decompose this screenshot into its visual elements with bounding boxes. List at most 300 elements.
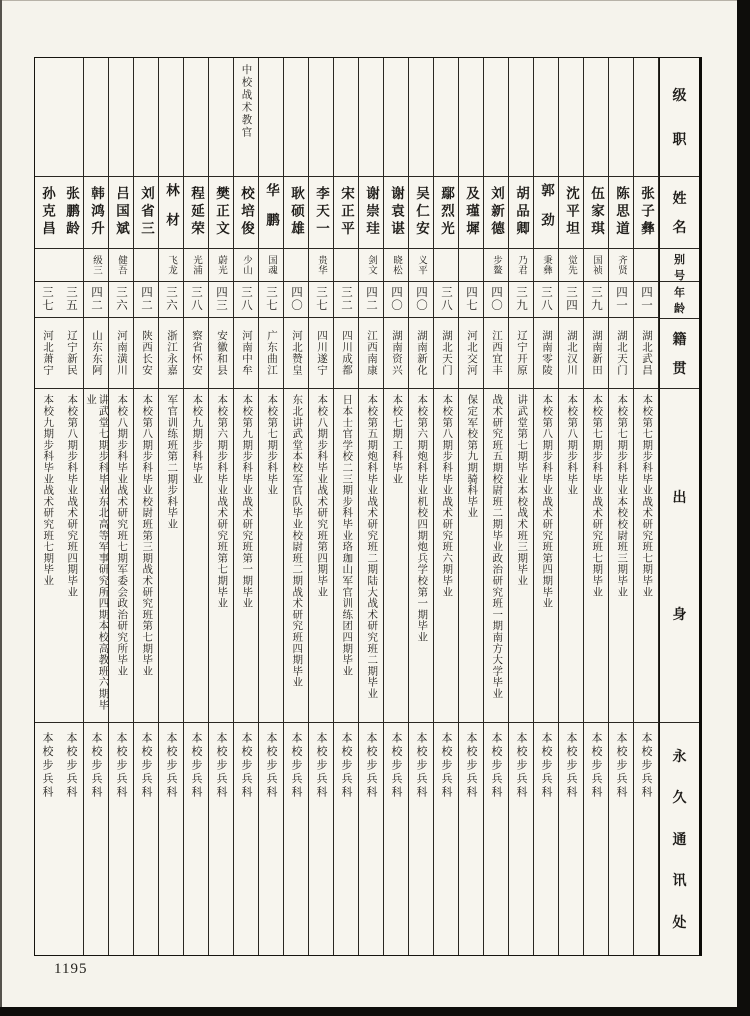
- native-cell: [184, 318, 208, 389]
- alias-value: 飞龙: [166, 254, 176, 275]
- name-cell: [84, 177, 108, 249]
- native-value: 山东东阿: [91, 330, 102, 377]
- rank-cell: [634, 58, 658, 177]
- alias-value: 乃君: [516, 254, 526, 275]
- origin-cell: [609, 389, 633, 722]
- name-cell: [359, 177, 383, 249]
- age-cell: [434, 282, 458, 319]
- name-cell: [109, 177, 133, 249]
- origin-value: 本校第八期步科毕业战术研究班六期毕业: [441, 394, 453, 598]
- native-value: 湖北汉川: [566, 330, 577, 377]
- age-value: 三七: [41, 286, 53, 313]
- native-value: 广东曲江: [266, 330, 277, 377]
- person-column: [234, 58, 259, 955]
- name-value: 耿硕雄: [289, 185, 304, 239]
- address-value: 本校步兵科: [90, 731, 102, 800]
- alias-value: 级三: [91, 254, 101, 275]
- address-value: 本校步兵科: [465, 731, 477, 800]
- age-value: 四二: [90, 286, 102, 313]
- person-column: [359, 58, 384, 955]
- scan-edge-bottom: [0, 1007, 750, 1016]
- origin-cell: [284, 389, 308, 722]
- native-cell: [609, 318, 633, 389]
- name-cell: [384, 177, 408, 249]
- name-cell: [184, 177, 208, 249]
- native-value: 河北萧宁: [42, 330, 53, 377]
- alias-cell: [559, 249, 583, 282]
- address-cell: [109, 723, 133, 955]
- age-value: 三二: [340, 286, 352, 313]
- alias-value: 蔚光: [216, 254, 226, 275]
- address-cell: [184, 723, 208, 955]
- rank-cell: [609, 58, 633, 177]
- alias-value: 健吾: [116, 254, 126, 275]
- address-cell: [509, 723, 533, 955]
- native-cell: [459, 318, 483, 389]
- origin-cell: [109, 389, 133, 722]
- address-cell: [234, 723, 258, 955]
- alias-value: 晓松: [391, 254, 401, 275]
- person-column: [59, 58, 84, 955]
- person-column: [309, 58, 334, 955]
- native-cell: [409, 318, 433, 389]
- native-value: 河北交河: [466, 330, 477, 377]
- origin-value: 本校第五期炮科毕业战术研究班二期陆大战术研究班二期毕业: [366, 394, 378, 700]
- address-cell: [384, 723, 408, 955]
- origin-value: 战术研究班五期校尉班二期毕业政治研究班一期南方大学毕业: [491, 394, 503, 700]
- person-column: [35, 58, 59, 955]
- native-value: 四川遂宁: [316, 330, 327, 377]
- scan-edge-right: [737, 0, 750, 1016]
- address-value: 本校步兵科: [490, 731, 502, 800]
- rank-cell: [509, 58, 533, 177]
- native-cell: [359, 318, 383, 389]
- rank-cell: [384, 58, 408, 177]
- rank-cell: [534, 58, 558, 177]
- rank-cell: [159, 58, 183, 177]
- page-number: 1195: [54, 961, 88, 977]
- native-cell: [134, 318, 158, 389]
- native-value: 河北赞皇: [291, 330, 302, 377]
- address-cell: [59, 723, 83, 955]
- rank-cell: [259, 58, 283, 177]
- alias-cell: [459, 249, 483, 282]
- address-value: 本校步兵科: [41, 731, 53, 800]
- alias-value: 国魂: [266, 254, 276, 275]
- age-value: 三六: [165, 286, 177, 313]
- address-value: 本校步兵科: [390, 731, 402, 800]
- alias-cell: [609, 249, 633, 282]
- age-cell: [59, 282, 83, 319]
- address-cell: [434, 723, 458, 955]
- age-cell: [534, 282, 558, 319]
- age-value: 三八: [440, 286, 452, 313]
- origin-cell: [584, 389, 608, 722]
- age-value: 三六: [115, 286, 127, 313]
- age-cell: [334, 282, 358, 319]
- person-column: [559, 58, 584, 955]
- name-cell: [134, 177, 158, 249]
- origin-cell: [634, 389, 658, 722]
- age-cell: [359, 282, 383, 319]
- alias-cell: [234, 249, 258, 282]
- alias-cell: [409, 249, 433, 282]
- alias-value: 觉先: [566, 254, 576, 275]
- header-native-label: 籍 贯: [672, 333, 687, 377]
- rank-cell: [84, 58, 108, 177]
- name-value: 谢崇珪: [364, 185, 379, 239]
- age-cell: [609, 282, 633, 319]
- origin-cell: [209, 389, 233, 722]
- native-value: 河南中牟: [241, 330, 252, 377]
- address-value: 本校步兵科: [290, 731, 302, 800]
- person-column: [609, 58, 634, 955]
- origin-value: 日本士官学校二三期步科毕业珞珈山军官训练团四期毕业: [341, 394, 353, 677]
- name-value: 宋正平: [339, 185, 354, 239]
- native-cell: [209, 318, 233, 389]
- address-cell: [309, 723, 333, 955]
- address-value: 本校步兵科: [140, 731, 152, 800]
- rank-cell: [35, 58, 59, 177]
- alias-cell: [209, 249, 233, 282]
- native-value: 江西宜丰: [491, 330, 502, 377]
- origin-cell: [259, 389, 283, 722]
- native-value: 陕西长安: [141, 330, 152, 377]
- address-cell: [84, 723, 108, 955]
- person-column: [459, 58, 484, 955]
- age-value: 三七: [265, 286, 277, 313]
- header-age: [660, 282, 699, 319]
- native-cell: [584, 318, 608, 389]
- origin-value: 本校第六期步科毕业战术研究班第七期毕业: [216, 394, 228, 609]
- header-rank: [660, 58, 699, 177]
- origin-cell: [234, 389, 258, 722]
- address-value: 本校步兵科: [65, 731, 77, 800]
- native-value: 湖北武昌: [641, 330, 652, 377]
- header-address: [660, 723, 699, 955]
- native-value: 湖北天门: [441, 330, 452, 377]
- alias-cell: [634, 249, 658, 282]
- alias-cell: [359, 249, 383, 282]
- alias-cell: [384, 249, 408, 282]
- origin-value: 本校第八期步科毕业战术研究班第四期毕业: [541, 394, 553, 609]
- address-cell: [259, 723, 283, 955]
- header-name: [660, 177, 699, 249]
- alias-cell: [134, 249, 158, 282]
- origin-value: 本校九期步科毕业战术研究班七期毕业: [42, 394, 54, 587]
- rank-cell: [284, 58, 308, 177]
- origin-value: 本校第六期炮科毕业机校四期炮兵学校第一期毕业: [416, 394, 428, 643]
- alias-value: 义平: [416, 254, 426, 275]
- alias-cell: [509, 249, 533, 282]
- name-cell: [409, 177, 433, 249]
- native-cell: [234, 318, 258, 389]
- native-value: 四川成都: [341, 330, 352, 377]
- native-cell: [284, 318, 308, 389]
- age-cell: [284, 282, 308, 319]
- name-value: 伍家琪: [589, 185, 604, 239]
- person-column: [109, 58, 134, 955]
- native-cell: [384, 318, 408, 389]
- alias-cell: [284, 249, 308, 282]
- name-value: 沈平坦: [564, 185, 579, 239]
- native-cell: [559, 318, 583, 389]
- rank-cell: [234, 58, 258, 177]
- name-value: 陈思道: [614, 185, 629, 239]
- origin-cell: [334, 389, 358, 722]
- alias-value: 步鳌: [491, 254, 501, 275]
- header-alias-label: 别 号: [674, 253, 685, 282]
- name-value: 刘新德: [489, 185, 504, 239]
- address-value: 本校步兵科: [565, 731, 577, 800]
- name-value: 张子彝: [639, 185, 654, 239]
- age-cell: [634, 282, 658, 319]
- origin-value: 本校第八期步科毕业校尉班第三期战术研究班第七期毕业: [141, 394, 153, 677]
- age-cell: [35, 282, 59, 319]
- rank-cell: [559, 58, 583, 177]
- alias-cell: [584, 249, 608, 282]
- name-cell: [59, 177, 83, 249]
- address-cell: [209, 723, 233, 955]
- name-cell: [334, 177, 358, 249]
- origin-cell: [559, 389, 583, 722]
- age-value: 四〇: [490, 286, 502, 313]
- native-value: 江西南康: [366, 330, 377, 377]
- age-cell: [559, 282, 583, 319]
- origin-value: 军官训练班第二期步科毕业: [166, 394, 178, 530]
- native-cell: [534, 318, 558, 389]
- alias-cell: [35, 249, 59, 282]
- native-cell: [109, 318, 133, 389]
- address-cell: [484, 723, 508, 955]
- address-value: 本校步兵科: [615, 731, 627, 800]
- age-cell: [309, 282, 333, 319]
- name-cell: [434, 177, 458, 249]
- rank-cell: [209, 58, 233, 177]
- rank-cell: [484, 58, 508, 177]
- name-value: 林材: [164, 182, 179, 242]
- address-cell: [634, 723, 658, 955]
- header-alias: [660, 249, 699, 282]
- name-value: 张鹏龄: [64, 185, 79, 239]
- origin-cell: [35, 389, 59, 722]
- native-value: 湖北天门: [616, 330, 627, 377]
- age-cell: [184, 282, 208, 319]
- name-value: 李天一: [314, 185, 329, 239]
- person-column: [409, 58, 434, 955]
- address-value: 本校步兵科: [215, 731, 227, 800]
- alias-cell: [534, 249, 558, 282]
- name-value: 郭劲: [539, 182, 554, 242]
- native-value: 河南潢川: [116, 330, 127, 377]
- name-value: 程延荣: [189, 185, 204, 239]
- rank-cell: [334, 58, 358, 177]
- age-cell: [109, 282, 133, 319]
- alias-value: 齐贤: [616, 254, 626, 275]
- name-cell: [459, 177, 483, 249]
- origin-cell: [434, 389, 458, 722]
- address-value: 本校步兵科: [165, 731, 177, 800]
- age-value: 三五: [65, 286, 77, 313]
- alias-cell: [484, 249, 508, 282]
- native-cell: [634, 318, 658, 389]
- name-value: 樊正文: [214, 185, 229, 239]
- alias-cell: [434, 249, 458, 282]
- age-cell: [584, 282, 608, 319]
- native-value: 辽宁新民: [66, 330, 77, 377]
- age-cell: [384, 282, 408, 319]
- header-origin-label: 出 身: [672, 491, 687, 623]
- origin-value: 本校第七期步科毕业战术研究班七期毕业: [641, 394, 653, 598]
- native-value: 安徽和县: [216, 330, 227, 377]
- name-value: 及瑾墀: [464, 185, 479, 239]
- origin-value: 讲武堂第七期毕业本校战术班三期毕业: [516, 394, 528, 587]
- origin-value: 本校第八期步科毕业: [566, 394, 578, 496]
- age-cell: [134, 282, 158, 319]
- origin-cell: [534, 389, 558, 722]
- origin-cell: [509, 389, 533, 722]
- name-value: 华鹏: [264, 182, 279, 242]
- address-value: 本校步兵科: [440, 731, 452, 800]
- person-column: [84, 58, 109, 955]
- native-cell: [509, 318, 533, 389]
- person-column: [384, 58, 409, 955]
- native-cell: [434, 318, 458, 389]
- age-value: 四〇: [415, 286, 427, 313]
- native-cell: [484, 318, 508, 389]
- native-value: 察省怀安: [191, 330, 202, 377]
- origin-cell: [184, 389, 208, 722]
- address-value: 本校步兵科: [540, 731, 552, 800]
- origin-cell: [359, 389, 383, 722]
- header-age-label: 年 龄: [674, 286, 685, 315]
- origin-value: 本校第七期步科毕业战术研究班七期毕业: [591, 394, 603, 598]
- name-value: 刘省三: [139, 185, 154, 239]
- alias-cell: [259, 249, 283, 282]
- address-value: 本校步兵科: [365, 731, 377, 800]
- address-value: 本校步兵科: [240, 731, 252, 800]
- name-value: 韩鸿升: [89, 185, 104, 239]
- origin-cell: [159, 389, 183, 722]
- rank-cell: [459, 58, 483, 177]
- age-cell: [84, 282, 108, 319]
- name-cell: [584, 177, 608, 249]
- name-cell: [509, 177, 533, 249]
- person-column: [259, 58, 284, 955]
- age-value: 三八: [240, 286, 252, 313]
- name-cell: [209, 177, 233, 249]
- alias-value: 秉彝: [541, 254, 551, 275]
- age-cell: [509, 282, 533, 319]
- origin-value: 东北讲武堂本校军官队毕业校尉班二期战术研究班四期毕业: [291, 394, 303, 689]
- age-cell: [459, 282, 483, 319]
- address-value: 本校步兵科: [265, 731, 277, 800]
- origin-value: 本校八期步科毕业战术研究班七期军委会政治研究所毕业: [116, 394, 128, 677]
- address-value: 本校步兵科: [515, 731, 527, 800]
- header-rank-label: 级 职: [672, 88, 687, 149]
- header-address-label: 永 久 通 讯 处: [672, 749, 687, 931]
- person-column: [184, 58, 209, 955]
- origin-value: 本校第七期步科毕业: [266, 394, 278, 496]
- native-value: 辽宁开原: [516, 330, 527, 377]
- address-cell: [609, 723, 633, 955]
- origin-value: 本校第八期步科毕业战术研究班四期毕业: [66, 394, 78, 598]
- address-cell: [359, 723, 383, 955]
- alias-value: 光浦: [191, 254, 201, 275]
- alias-cell: [184, 249, 208, 282]
- name-cell: [559, 177, 583, 249]
- address-cell: [35, 723, 59, 955]
- age-value: 四三: [215, 286, 227, 313]
- address-value: 本校步兵科: [415, 731, 427, 800]
- person-column: [284, 58, 309, 955]
- person-column: [334, 58, 359, 955]
- native-cell: [259, 318, 283, 389]
- age-cell: [209, 282, 233, 319]
- person-column: [584, 58, 609, 955]
- address-value: 本校步兵科: [590, 731, 602, 800]
- rank-cell: [309, 58, 333, 177]
- native-value: 浙江永嘉: [166, 330, 177, 377]
- native-value: 湖南新田: [591, 330, 602, 377]
- age-cell: [484, 282, 508, 319]
- address-cell: [134, 723, 158, 955]
- rank-cell: [59, 58, 83, 177]
- name-cell: [309, 177, 333, 249]
- name-cell: [534, 177, 558, 249]
- age-cell: [409, 282, 433, 319]
- address-cell: [534, 723, 558, 955]
- alias-cell: [59, 249, 83, 282]
- name-value: 校培俊: [239, 185, 254, 239]
- origin-cell: [84, 389, 108, 722]
- age-value: 三七: [315, 286, 327, 313]
- person-column: [159, 58, 184, 955]
- address-cell: [284, 723, 308, 955]
- address-value: 本校步兵科: [640, 731, 652, 800]
- origin-value: 本校九期步科毕业: [191, 394, 203, 485]
- name-value: 胡品卿: [514, 185, 529, 239]
- alias-value: 少山: [241, 254, 251, 275]
- header-column: [659, 58, 699, 955]
- rank-cell: [134, 58, 158, 177]
- alias-cell: [309, 249, 333, 282]
- name-cell: [234, 177, 258, 249]
- origin-cell: [459, 389, 483, 722]
- age-value: 三四: [565, 286, 577, 313]
- origin-cell: [134, 389, 158, 722]
- address-value: 本校步兵科: [340, 731, 352, 800]
- address-cell: [409, 723, 433, 955]
- age-value: 四七: [465, 286, 477, 313]
- rank-cell: [184, 58, 208, 177]
- name-cell: [35, 177, 59, 249]
- rank-cell: [359, 58, 383, 177]
- age-value: 四一: [640, 286, 652, 313]
- alias-value: 贵华: [316, 254, 326, 275]
- native-cell: [309, 318, 333, 389]
- rank-cell: [584, 58, 608, 177]
- native-cell: [59, 318, 83, 389]
- alias-cell: [109, 249, 133, 282]
- name-cell: [609, 177, 633, 249]
- origin-value: 本校第七期步科毕业本校校尉班三期毕业: [616, 394, 628, 598]
- name-value: 谢袁谌: [389, 185, 404, 239]
- address-cell: [559, 723, 583, 955]
- alias-cell: [334, 249, 358, 282]
- origin-value: 本校七期工科毕业: [391, 394, 403, 485]
- native-value: 湖南零陵: [541, 330, 552, 377]
